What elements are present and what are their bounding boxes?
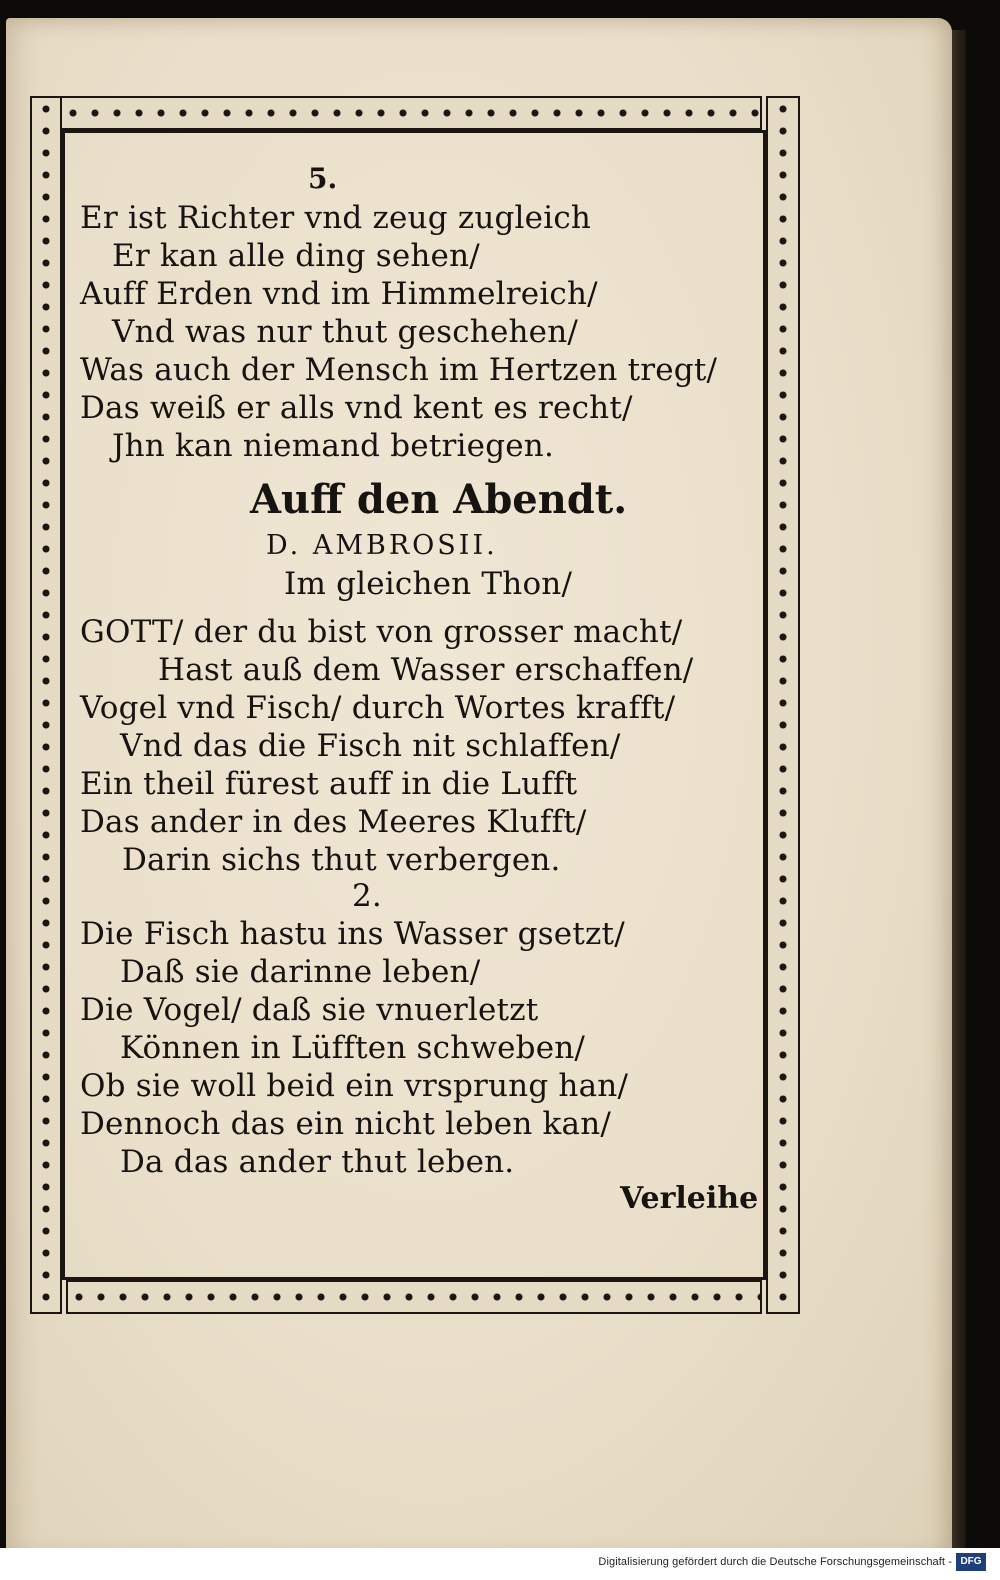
verse-line: Da das ander thut leben. bbox=[120, 1144, 515, 1180]
verse-line: Darin sichs thut verbergen. bbox=[122, 842, 561, 878]
ornament-border-top bbox=[38, 96, 762, 130]
verse-line: GOTT/ der du bist von grosser macht/ bbox=[80, 614, 683, 650]
digitization-credit: Digitalisierung gefördert durch die Deutsche Forschungsgemeinschaft - bbox=[598, 1556, 952, 1568]
verse-line: Ein theil fürest auff in die Lufft bbox=[80, 766, 578, 802]
verse-line: Hast auß dem Wasser erschaffen/ bbox=[158, 652, 694, 688]
verse-line: Jhn kan niemand betriegen. bbox=[112, 428, 555, 464]
book-edge bbox=[952, 30, 966, 1550]
stanza-number: 2. bbox=[352, 878, 382, 914]
tune-note: Im gleichen Thon/ bbox=[284, 566, 573, 602]
ornament-border-right bbox=[766, 96, 800, 1314]
verse-line: Vnd das die Fisch nit schlaffen/ bbox=[120, 728, 621, 764]
frame-rule-top bbox=[62, 130, 766, 133]
verse-line: Das ander in des Meeres Klufft/ bbox=[80, 804, 587, 840]
verse-line: Ob sie woll beid ein vrsprung han/ bbox=[80, 1068, 629, 1104]
verse-line: Das weiß er alls vnd kent es recht/ bbox=[80, 390, 633, 426]
verse-line: Können in Lüfften schweben/ bbox=[120, 1030, 586, 1066]
dfg-logo: DFG bbox=[956, 1553, 986, 1571]
section-heading: Auff den Abendt. bbox=[250, 476, 628, 523]
catchword: Verleihe bbox=[620, 1181, 759, 1216]
verse-line: Was auch der Mensch im Hertzen tregt/ bbox=[80, 352, 718, 388]
page-number: 5. bbox=[308, 162, 338, 195]
verse-line: Vnd was nur thut geschehen/ bbox=[112, 314, 579, 350]
author-heading: D. AMBROSII. bbox=[266, 530, 498, 561]
ornament-border-left bbox=[30, 96, 62, 1314]
ornament-border-bottom bbox=[66, 1280, 762, 1314]
verse-line: Dennoch das ein nicht leben kan/ bbox=[80, 1106, 612, 1142]
verse-line: Die Vogel/ daß sie vnuerletzt bbox=[80, 992, 539, 1028]
verse-line: Daß sie darinne leben/ bbox=[120, 954, 481, 990]
text-block bbox=[62, 134, 762, 1278]
verse-line: Er kan alle ding sehen/ bbox=[112, 238, 480, 274]
verse-line: Er ist Richter vnd zeug zugleich bbox=[80, 200, 592, 236]
verse-line: Vogel vnd Fisch/ durch Wortes krafft/ bbox=[80, 690, 676, 726]
frame-rule-right bbox=[763, 130, 766, 1280]
verse-line: Die Fisch hastu ins Wasser gsetzt/ bbox=[80, 916, 625, 952]
verse-line: Auff Erden vnd im Himmelreich/ bbox=[80, 276, 598, 312]
